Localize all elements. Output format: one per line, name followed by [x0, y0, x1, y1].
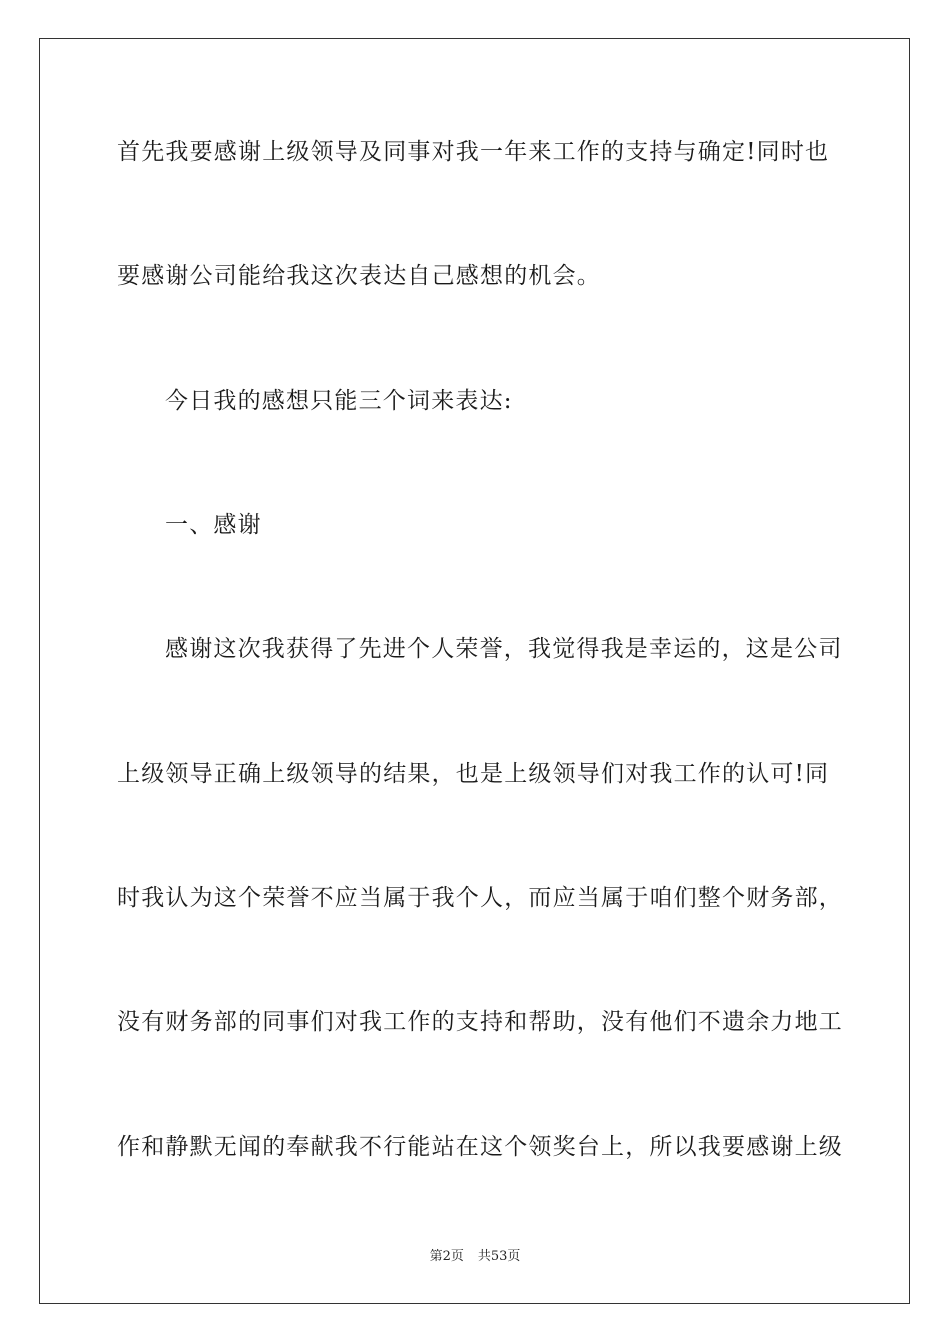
body-text-line: 没有财务部的同事们对我工作的支持和帮助，没有他们不遗余力地工: [117, 1009, 843, 1035]
body-text-line: 首先我要感谢上级领导及同事对我一年来工作的支持与确定!同时也: [117, 139, 830, 165]
body-text-line: 时我认为这个荣誉不应当属于我个人，而应当属于咱们整个财务部，: [117, 885, 843, 911]
body-text-line: 上级领导正确上级领导的结果，也是上级领导们对我工作的认可!同: [117, 761, 830, 787]
page-total: 共53页: [477, 1249, 521, 1264]
section-heading: 一、感谢: [165, 512, 262, 538]
page-number: 第2页: [429, 1249, 464, 1264]
page-frame: [39, 38, 910, 1304]
body-text-line: 作和静默无闻的奉献我不行能站在这个领奖台上，所以我要感谢上级: [117, 1134, 843, 1160]
page-footer: [0, 1248, 950, 1266]
body-text-line: 今日我的感想只能三个词来表达:: [165, 388, 513, 414]
body-text-line: 要感谢公司能给我这次表达自己感想的机会。: [117, 263, 601, 289]
body-text-line: 感谢这次我获得了先进个人荣誉，我觉得我是幸运的，这是公司: [165, 636, 843, 662]
